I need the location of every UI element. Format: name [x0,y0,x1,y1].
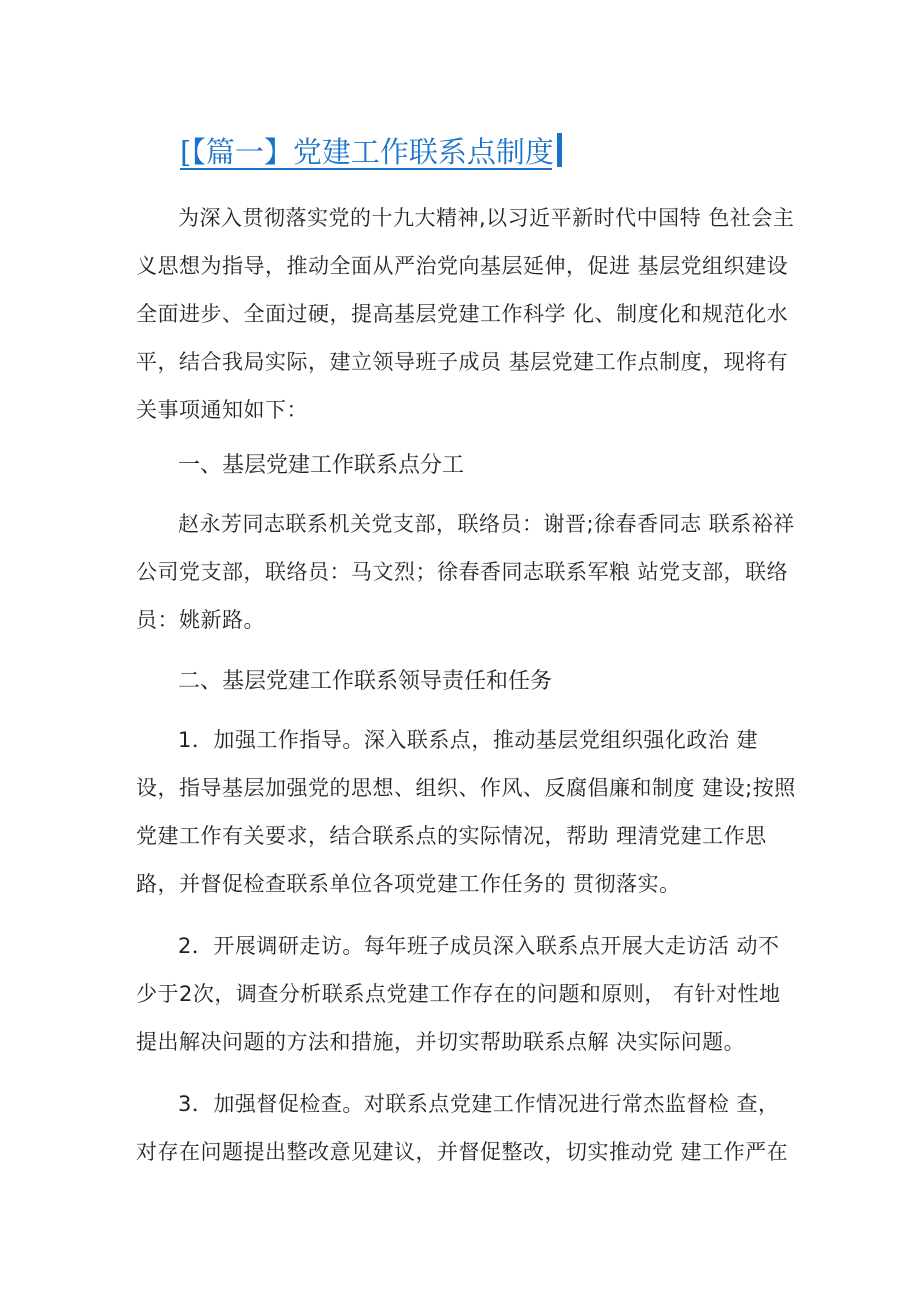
section1-heading: 一、基层党建工作联系点分工 [178,453,465,478]
intro-paragraph: 为深入贯彻落实党的十九大精神,以习近平新时代中国特 色社会主义思想为指导，推动全面从严治党向基层延伸，促进 基层党组织建设全面进步、全面过硬，提高基层党建工作科学 化、制度化和规范化水平，结合我局实际，建立领导班子成员 基层党建工作点制度，现将有关事项通知如下： [136,206,795,422]
item2-paragraph: 2．开展调研走访。每年班子成员深入联系点开展大走访活 动不少于2次，调查分析联系点党建工作存在的问题和原则， 有针对性地提出解决问题的方法和措施，并切实帮助联系点解 决实际问题。 [136,934,781,1054]
item1-paragraph: 1．加强工作指导。深入联系点，推动基层党组织强化政治 建设，指导基层加强党的思想、组织、作风、反腐倡廉和制度 建设;按照党建工作有关要求，结合联系点的实际情况，帮助 理清党建工作思路，并督促检查联系单位各项党建工作任务的 贯彻落实。 [136,728,796,896]
title-link-underline [180,168,552,170]
document-title[interactable] [180,130,562,170]
item3-paragraph: 3．加强督促检查。对联系点党建工作情况进行常杰监督检 查，对存在问题提出整改意见建议，并督促整改，切实推动党 建工作严在 [136,1092,789,1164]
title-text: [【篇一】党建工作联系点制度 [180,134,554,169]
section2-heading: 二、基层党建工作联系领导责任和任务 [178,669,553,694]
text-cursor [557,133,562,167]
section1-body: 赵永芳同志联系机关党支部，联络员：谢晋;徐春香同志 联系裕祥公司党支部，联络员：马文烈；徐春香同志联系军粮 站党支部，联络员：姚新路。 [136,512,795,632]
